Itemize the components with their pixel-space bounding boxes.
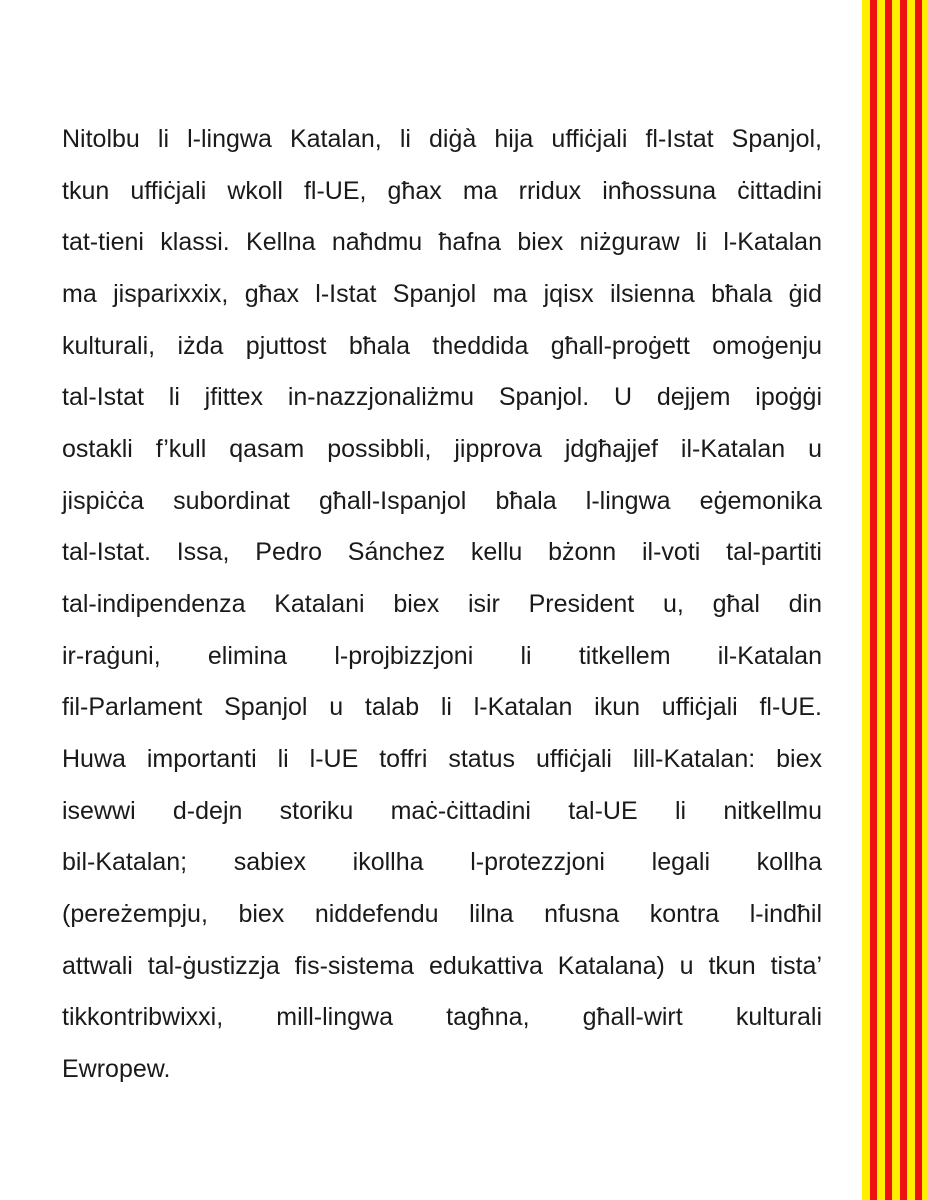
- paragraph-line: Nitolbu li l-lingwa Katalan, li diġà hija uffiċjali fl-Istat Spanjol,: [62, 125, 822, 153]
- paragraph-line: Ewropew.: [62, 1054, 171, 1083]
- paragraph-line: tikkontribwixxi, mill-lingwa tagħna, għall-wirt kulturali: [62, 1003, 822, 1032]
- paragraph-line: tal-Istat. Issa, Pedro Sánchez kellu bżonn il-voti tal-partiti: [62, 538, 822, 567]
- paragraph-line: (pereżempju, biex niddefendu lilna nfusna kontra l-indħil: [62, 899, 822, 928]
- paragraph-line: ostakli f’kull qasam possibbli, jipprova jdgħajjef il-Katalan u: [62, 434, 822, 463]
- paragraph-line: tkun uffiċjali wkoll fl-UE, għax ma rridux inħossuna ċittadini: [62, 176, 822, 205]
- paragraph-line: tal-indipendenza Katalani biex isir President u, għal din: [62, 589, 822, 618]
- catalan-flag-stripes: [862, 0, 928, 1200]
- paragraph-line: fil-Parlament Spanjol u talab li l-Katalan ikun uffiċjali fl-UE.: [62, 693, 822, 722]
- paragraph-line: ir-raġuni, elimina l-projbizzjoni li titkellem il-Katalan: [62, 641, 822, 670]
- paragraph-line: tat-tieni klassi. Kellna naħdmu ħafna biex niżguraw li l-Katalan: [62, 228, 822, 257]
- paragraph-line: bil-Katalan; sabiex ikollha l-protezzjoni legali kollha: [62, 848, 822, 877]
- body-paragraph: [62, 114, 822, 1095]
- paragraph-line: tal-Istat li jfittex in-nazzjonaliżmu Spanjol. U dejjem ipoġġi: [62, 383, 822, 412]
- paragraph-line: kulturali, iżda pjuttost bħala theddida għall-proġett omoġenju: [62, 331, 822, 360]
- paragraph-line: isewwi d-dejn storiku maċ-ċittadini tal-UE li nitkellmu: [62, 796, 822, 825]
- paragraph-line: attwali tal-ġustizzja fis-sistema edukattiva Katalana) u tkun tista’: [62, 951, 822, 980]
- paragraph-line: jispiċċa subordinat għall-Ispanjol bħala l-lingwa eġemonika: [62, 486, 822, 515]
- paragraph-line: ma jisparixxix, għax l-Istat Spanjol ma jqisx ilsienna bħala ġid: [62, 279, 822, 308]
- paragraph-line: Huwa importanti li l-UE toffri status uffiċjali lill-Katalan: biex: [62, 744, 822, 773]
